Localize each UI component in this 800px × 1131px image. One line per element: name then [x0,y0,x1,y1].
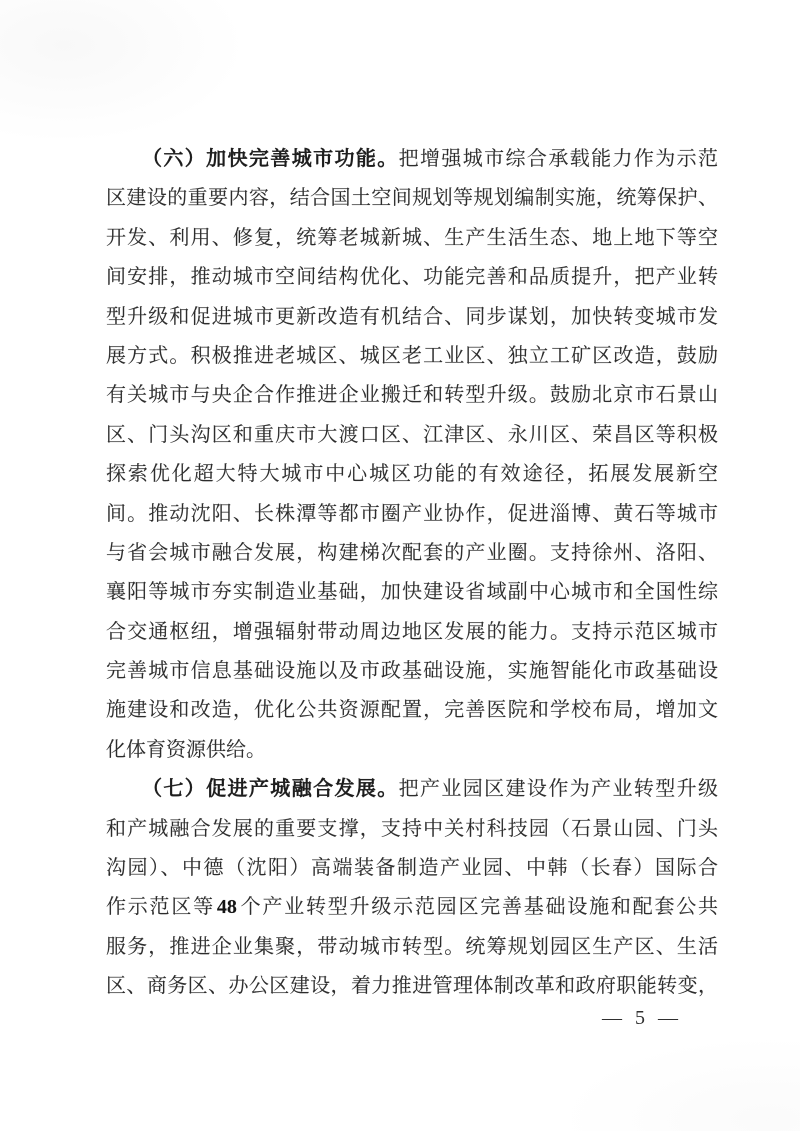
text-line [106,613,718,652]
section-heading: （七）促进产城融合发展。 [142,778,399,801]
text-line [106,849,718,888]
text-segment: 区、商务区、办公区建设，着力推进管理体制改革和政府职能转变， [106,975,718,998]
page-number: — 5 — [602,1007,682,1029]
text-segment: 区建设的重要内容，结合国土空间规划等规划编制实施，统筹保护、 [106,187,718,210]
text-line [106,770,718,809]
text-segment: 开发、利用、修复，统筹老城新城、生产生活生态、地上地下等空 [106,226,718,249]
text-line [106,416,718,455]
park-count-number: 48 [216,896,237,919]
text-segment: 化体育资源供给。 [106,738,266,761]
text-segment: 型升级和促进城市更新改造有机结合、同步谋划，加快转变城市发 [106,305,718,328]
section-heading: （六）加快完善城市功能。 [142,148,399,170]
text-segment: 作示范区等 [106,896,215,919]
text-segment: 和产城融合发展的重要支撑，支持中关村科技园（石景山园、门头 [106,817,718,840]
text-line [106,258,718,297]
text-line [106,810,718,849]
text-line [106,652,718,691]
text-line [106,219,718,258]
text-segment: 个产业转型升级示范园区完善基础设施和配套公共 [238,896,718,919]
text-line [106,140,718,179]
text-line [106,495,718,534]
text-line [106,179,718,218]
text-line [106,731,718,770]
text-segment: 施建设和改造，优化公共资源配置，完善医院和学校布局，增加文 [106,699,718,722]
text-segment: 把增强城市综合承载能力作为示范 [398,148,718,170]
text-segment: 把产业园区建设作为产业转型升级 [398,778,718,801]
text-segment: 完善城市信息基础设施以及市政基础设施，实施智能化市政基础设 [106,660,718,683]
text-line [106,573,718,612]
text-line [106,455,718,494]
text-segment: 有关城市与央企合作推进企业搬迁和转型升级。鼓励北京市石景山 [106,384,718,407]
text-line [106,888,718,927]
text-segment: 服务，推进企业集聚，带动城市转型。统筹规划园区生产区、生活 [106,935,718,958]
text-segment: 探索优化超大特大城市中心城区功能的有效途径，拓展发展新空 [106,463,718,486]
text-line [106,376,718,415]
text-segment: 间安排，推动城市空间结构优化、功能完善和品质提升，把产业转 [106,266,718,289]
text-line [106,337,718,376]
text-segment: 与省会城市融合发展，构建梯次配套的产业圈。支持徐州、洛阳、 [106,541,718,564]
text-segment: 沟园）、中德（沈阳）高端装备制造产业园、中韩（长春）国际合 [106,857,718,880]
text-line [106,534,718,573]
text-segment: 展方式。积极推进老城区、城区老工业区、独立工矿区改造，鼓励 [106,344,718,367]
text-segment: 区、门头沟区和重庆市大渡口区、江津区、永川区、荣昌区等积极 [106,423,718,446]
text-segment: 合交通枢纽，增强辐射带动周边地区发展的能力。支持示范区城市 [106,620,718,643]
text-segment: 间。推动沈阳、长株潭等都市圈产业协作，促进淄博、黄石等城市 [106,502,718,525]
text-line [106,928,718,967]
text-segment: 襄阳等城市夯实制造业基础，加快建设省域副中心城市和全国性综 [106,581,718,604]
text-line [106,298,718,337]
document-body [106,140,718,1007]
text-line [106,967,718,1006]
text-line [106,691,718,730]
